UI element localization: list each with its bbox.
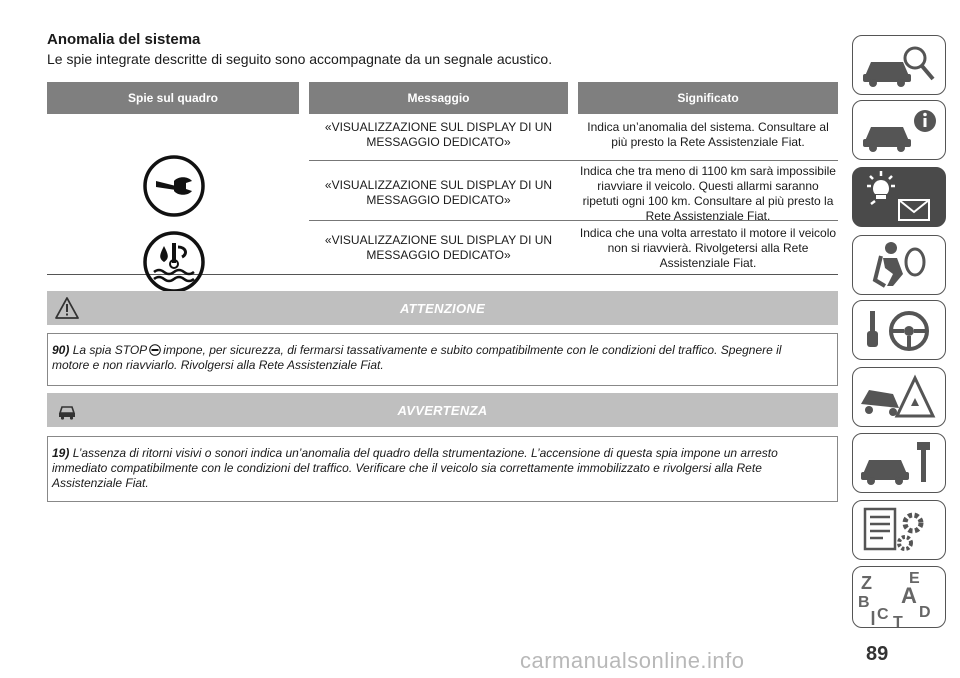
- tab-technical-data[interactable]: [852, 500, 946, 560]
- table-body: [47, 114, 838, 275]
- warning-icons-cell: [47, 114, 299, 274]
- warning-lights-table: [47, 82, 838, 275]
- tab-maintenance[interactable]: [852, 433, 946, 493]
- car-wrench-icon: [853, 434, 947, 494]
- meaning-cell: Indica un’anomalia del sistema. Consultare al più presto la Rete Assistenziale Fiat.: [587, 120, 829, 149]
- tab-index[interactable]: [852, 566, 946, 628]
- table-row: [309, 220, 838, 275]
- index-letter: D: [919, 604, 931, 621]
- index-letter: E: [909, 570, 920, 587]
- attenzione-header: [47, 291, 838, 325]
- note-number: 90): [52, 343, 70, 357]
- car-accident-triangle-icon: [853, 368, 947, 428]
- header-spie: Spie sul quadro: [47, 82, 299, 114]
- section-title: Anomalia del sistema: [47, 31, 201, 48]
- message-cell: «VISUALIZZAZIONE SUL DISPLAY DI UN MESSAGGIO DEDICATO»: [324, 120, 553, 149]
- alphabetical-index-icon: [853, 567, 947, 629]
- index-letter: Z: [861, 573, 872, 593]
- header-significato: Significato: [578, 82, 838, 114]
- watermark: carmanualsonline.info: [520, 648, 745, 673]
- page-number: 89: [866, 643, 889, 665]
- warning-triangle-icon: [55, 297, 79, 319]
- attenzione-text-start: La spia STOP: [72, 343, 148, 357]
- avvertenza-title: AVVERTENZA: [397, 402, 488, 418]
- seat-airbag-icon: [853, 236, 947, 296]
- message-cell: «VISUALIZZAZIONE SUL DISPLAY DI UN MESSAGGIO DEDICATO»: [324, 178, 553, 207]
- tab-car-info[interactable]: [852, 100, 946, 160]
- table-row: [309, 120, 838, 155]
- avvertenza-body: [47, 436, 838, 502]
- meaning-cell: Indica che tra meno di 1100 km sarà impossibile riavviare il veicolo. Questi allarmi saranno ripetuti ogni 100 km. Consultare al più presto la Rete Assistenziale Fiat.: [580, 164, 836, 223]
- stop-icon: [149, 344, 161, 356]
- tab-warning-lights[interactable]: [852, 167, 946, 227]
- index-letter: C: [877, 606, 889, 623]
- car-notice-icon: [55, 399, 79, 421]
- tab-car-magnifier[interactable]: [852, 35, 946, 95]
- table-header: [47, 82, 838, 114]
- avvertenza-header: [47, 393, 838, 427]
- key-steering-wheel-icon: [853, 301, 947, 361]
- avvertenza-text: L’assenza di ritorni visivi o sonori indica un’anomalia del quadro della strumentazione. L’accensione di questa spia impone un arresto immediato compatibilmente con le condizioni del traffico. Verificare che il veicolo sia correttamente immobilizzato e rivolgersi alla Rete Assistenziale Fiat.: [52, 446, 778, 490]
- attenzione-body: [47, 333, 838, 386]
- tab-safety[interactable]: [852, 235, 946, 295]
- attenzione-text-end: impone, per sicurezza, di fermarsi tassativamente e subito compatibilmente con le condizioni del traffico. Spegnere il motore e non riavviarlo. Rivolgersi alla Rete Assistenziale Fiat.: [52, 343, 782, 372]
- index-letter: A: [901, 583, 917, 608]
- wrench-warning-icon: [142, 154, 206, 218]
- attenzione-title: ATTENZIONE: [399, 300, 486, 316]
- message-cell: «VISUALIZZAZIONE SUL DISPLAY DI UN MESSAGGIO DEDICATO»: [324, 233, 553, 262]
- warning-light-message-icon: [853, 168, 947, 228]
- index-letter: B: [858, 594, 870, 611]
- table-row: [309, 160, 838, 223]
- car-magnifier-icon: [853, 36, 947, 96]
- index-letter: T: [893, 614, 903, 629]
- tab-starting-driving[interactable]: [852, 300, 946, 360]
- header-messaggio: Messaggio: [309, 82, 568, 114]
- oil-temperature-warning-icon: [142, 230, 206, 294]
- meaning-cell: Indica che una volta arrestato il motore il veicolo non si riavvierà. Rivolgetersi alla Rete Assistenziale Fiat.: [579, 226, 837, 270]
- note-number: 19): [52, 446, 70, 460]
- section-subtitle: Le spie integrate descritte di seguito sono accompagnate da un segnale acustico.: [47, 51, 553, 67]
- tab-emergency[interactable]: [852, 367, 946, 427]
- car-info-icon: [853, 101, 947, 161]
- specs-gear-icon: [853, 501, 947, 561]
